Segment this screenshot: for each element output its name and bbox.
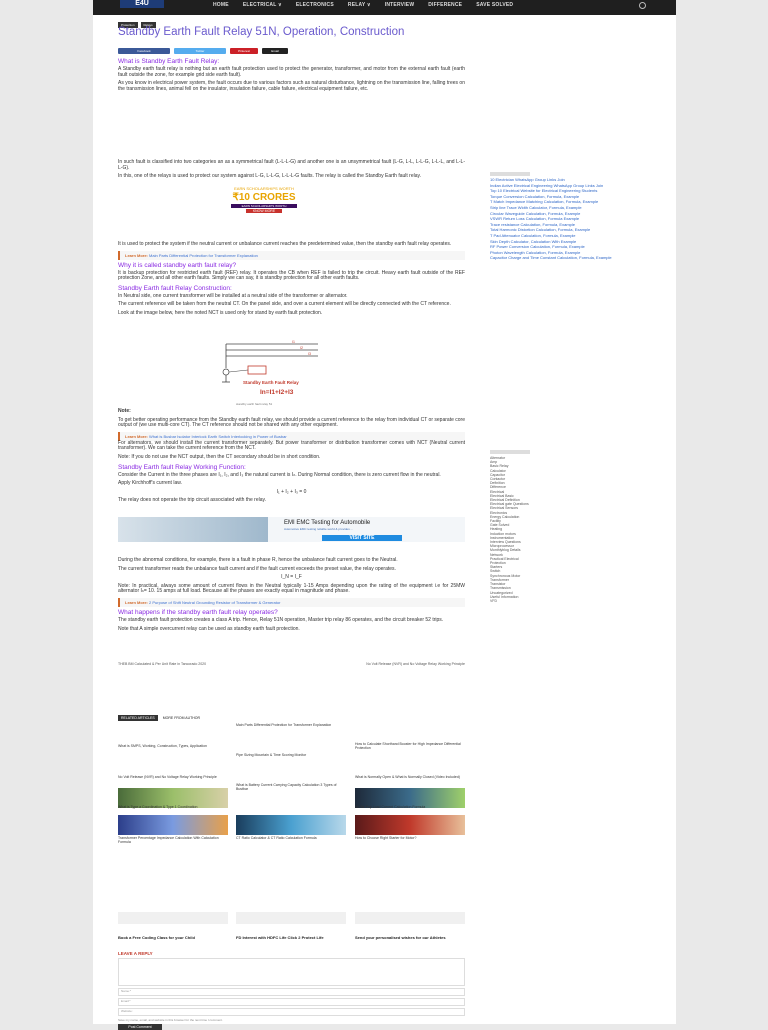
heading-what: What is Standby Earth Fault Relay:	[118, 58, 220, 65]
prev-post-link[interactable]: THEB BM Calculated & Per Unit Rate in Tancorado 2020	[118, 662, 207, 666]
sidebar-categories	[490, 450, 580, 603]
related-item[interactable]: Transformer Percentage Impedance Calculation With Calculation Formula	[118, 836, 219, 844]
learn-more-box[interactable]: Learn More: Main Parts Differential Protection for Transformer Explanation	[118, 251, 465, 260]
tab-more-from-author[interactable]: MORE FROM AUTHOR	[162, 716, 201, 720]
paragraph: Note: In practical, always some amount of current flows in the Neutral typically 1-15 Amps depending upon the rating of the equipment i.e for 25MW alternator Iₙ= 10. 15 amps at full load. Because all the phases are exactly equal in magnitude and phase.	[118, 582, 465, 595]
recent-post-link[interactable]: Trace resistance Calculation, Formula, Example	[490, 221, 575, 227]
paragraph: In such fault is classified into two categories an as a symmetrical fault (L-L-L-G) and another one is an unsymmetrical fault (L-G, L-L, L-L-G, L-L-L, and L-L-L-G).	[118, 159, 465, 171]
category-link[interactable]: Useful Information	[490, 594, 519, 599]
svg-text:I1: I1	[292, 340, 295, 344]
share-bar	[118, 48, 288, 54]
learn-more-link[interactable]: Main Parts Differential Protection for Transformer Explanation	[149, 252, 258, 258]
category-link[interactable]: Electrical Sensors	[490, 506, 519, 511]
formula-in: In=I1+I2+I3	[260, 389, 294, 396]
email-field[interactable]: Email:*	[118, 998, 465, 1006]
note-label: Note:	[118, 408, 131, 414]
paragraph: The standby earth fault protection creates a class A trip. Hence, Relay 51N operation, Master trip relay 86 operates, and the circuit breaker 52 trips.	[118, 616, 444, 623]
ad-image	[236, 912, 346, 924]
nav-save-solved[interactable]: SAVE SOLVED	[476, 2, 514, 8]
heading-why: Why it is called standby earth fault relay?	[118, 261, 237, 269]
banner-subtitle: Automotive EMC testing reliable world & provides ...	[284, 527, 354, 531]
recent-post-link[interactable]: 10 Electrician WhatsApp Group Links Join	[490, 177, 565, 182]
svg-text:I3: I3	[308, 352, 311, 356]
related-thumbnail[interactable]	[236, 815, 346, 835]
category-link[interactable]: Protection	[490, 561, 506, 566]
category-link[interactable]: Microprocessor	[490, 544, 514, 549]
related-item[interactable]: How to Choose Right Starter for Motor?	[355, 836, 417, 840]
category-link[interactable]: Transistor	[490, 582, 506, 587]
equation-kcl: I₁ + I₂ + I₃ = 0	[276, 488, 307, 495]
nav-interview[interactable]: INTERVIEW	[384, 2, 415, 8]
paragraph: The current transformer reads the unbalance fault current and if the fault current exceeds the preset value, the relay operates.	[118, 565, 396, 572]
category-link[interactable]: VFD	[490, 598, 497, 603]
share-facebook-button[interactable]: Facebook	[118, 48, 170, 54]
category-link[interactable]: Definition	[490, 481, 505, 486]
footer-ad-link[interactable]: Book a Free Coding Class for your Child	[118, 935, 195, 940]
nav-relay[interactable]: RELAY ∨	[347, 2, 371, 8]
ad-ribbon-top: EARN SCHOLARSHIPS WORTH	[234, 186, 294, 191]
category-link[interactable]: Monthlyblog Details	[490, 548, 521, 553]
learn-more-box[interactable]: Learn More: What is Busbar Isolator Interlock Earth Switch Interlocking in Power of Busbar	[118, 432, 465, 441]
ad-amount: ₹10 CRORES	[232, 192, 296, 203]
related-item[interactable]: Pipe Sizing Mountain & Time Scoring Monitor	[236, 753, 307, 757]
share-email-button[interactable]: Email	[262, 48, 288, 54]
category-link[interactable]: Instrumentation	[490, 535, 515, 540]
ad-know-more-button[interactable]: KNOW MORE	[246, 209, 282, 213]
category-link[interactable]: Electrical gate Questions	[490, 502, 529, 507]
nav-difference[interactable]: DIFFERENCE	[428, 2, 463, 8]
category-link[interactable]: Transmission	[490, 586, 511, 591]
recent-post-link[interactable]: Top 10 Electrical Website for Electrical Engineering Students	[490, 188, 598, 194]
paragraph: It is backup protection for restricted earth fault (REF) relay. It operates the CB when REF is failed to trip the circuit. Heavy earth fault outside of the REF protection Zone, and all other earth faults. Simply we can say, it is standby protection for all other earth faults.	[118, 269, 465, 282]
sidebar-recent-posts	[490, 172, 660, 262]
category-link[interactable]: Synchronous Motor	[490, 573, 521, 578]
comment-textarea[interactable]	[118, 958, 465, 986]
nav-home[interactable]: HOME	[213, 2, 229, 8]
category-link[interactable]: Contactor	[490, 477, 506, 482]
recent-post-link[interactable]: Torque Conversion Calculation, Formula, Example	[490, 193, 580, 199]
paragraph: To get better operating performance from the Standby earth fault relay, we should provide a current reference to the relay from individual CT or separate core output of (we use multi-core CT). The CT reference should not be shared with any other equipment.	[118, 416, 465, 429]
learn-more-box[interactable]: Learn More: 2 Purpose of Shift Neutral Grounding Resistor of Transformer & Generator	[118, 598, 465, 607]
category-link[interactable]: Practical Electrical	[490, 556, 519, 561]
category-link[interactable]: Electronics	[490, 510, 508, 515]
banner-title: EMI EMC Testing for Automobile	[284, 520, 371, 526]
related-tabs	[118, 715, 465, 721]
category-link[interactable]: Alternator	[490, 456, 506, 460]
nav-electronics[interactable]: ELECTRONICS	[295, 2, 334, 8]
search-icon[interactable]	[639, 2, 646, 9]
recent-post-link[interactable]: Circular Waveguide Calculation, Formula, Example	[490, 210, 581, 216]
nav-electrical[interactable]: ELECTRICAL ∨	[242, 2, 282, 8]
related-item[interactable]: No Volt Release (NVR) and No Voltage Relay Working Principle	[118, 775, 217, 779]
ad-image	[355, 912, 465, 924]
category-link[interactable]: Capacitor	[490, 472, 505, 477]
heading-construction: Standby Earth fault Relay Construction:	[118, 284, 232, 292]
paragraph: It is used to protect the system if the neutral current or unbalance current reaches the predetermined value, then the standby earth fault relay operates.	[118, 241, 452, 247]
svg-text:I2: I2	[300, 346, 303, 350]
learn-more-link[interactable]: 2 Purpose of Shift Neutral Grounding Resistor of Transformer & Generator	[149, 599, 281, 605]
heading-happens: What happens if the standby earth fault relay operates?	[118, 608, 278, 616]
category-link[interactable]: Amp	[490, 460, 498, 465]
recent-post-link[interactable]: Indian Active Electrical Engineering WhatsApp Group Links Join	[490, 182, 604, 188]
sidebar-heading	[490, 172, 530, 176]
recent-post-link[interactable]: VSWR Return Loss Calculation, Formula Example	[490, 216, 580, 222]
paragraph: Note that A simple overcurrent relay can be used as standby earth fault protection.	[118, 625, 300, 632]
related-articles	[118, 715, 465, 844]
category-link[interactable]: Facility	[490, 519, 501, 524]
recent-post-link[interactable]: T Match Impedance Matching Calculation, Formula, Example	[490, 199, 599, 205]
category-link[interactable]: Starters	[490, 565, 503, 570]
recent-post-link[interactable]: Photon Wavelength Calculation, Formula, Example	[490, 249, 581, 255]
post-comment-button[interactable]: Post Comment	[118, 1024, 162, 1030]
website-field[interactable]: Website:	[118, 1008, 465, 1016]
recent-post-link[interactable]: Skin Depth Calculator, Calculation With Example	[490, 238, 577, 244]
reply-heading: LEAVE A REPLY	[118, 951, 153, 956]
paragraph: In Neutral side, one current transformer will be installed at a neutral side of the transformer or alternator.	[118, 292, 348, 299]
paragraph: Apply Kirchhoff's current law.	[118, 480, 182, 487]
category-link[interactable]: Difference	[490, 485, 506, 490]
recent-post-link[interactable]: RF Power Conversion Calculation, Formula, Example	[490, 244, 585, 250]
paragraph: As you know in electrical power system, the fault occurs due to various factors such as natural disturbance, lightning on the transmission line, falling trees on the transmission lines, animal fell on the insulator, insulation failure, cable failure, electrical equipment failure, etc.	[118, 80, 465, 92]
category-link[interactable]: Induction motors	[490, 531, 516, 536]
ad-ribbon: EARN SCHOLARSHIPS WORTH	[231, 204, 297, 208]
related-item[interactable]: Main Parts Differential Protection for Transformer Explanation	[236, 723, 332, 727]
related-thumbnail[interactable]	[118, 815, 228, 835]
ad-banner-emi[interactable]	[118, 517, 465, 542]
banner-image	[118, 517, 268, 542]
category-link[interactable]: Energy Calculation	[490, 514, 520, 519]
learn-more-link[interactable]: What is Busbar Isolator Interlock Earth Switch Interlocking in Power of Busbar	[149, 433, 287, 439]
site-logo[interactable]: E4U	[120, 0, 164, 8]
related-item[interactable]: What is Battery Current Carrying Capacity Calculation 3 Types of Bustbar	[236, 783, 337, 791]
tab-related-articles[interactable]: RELATED ARTICLES	[118, 715, 158, 721]
related-item[interactable]: What is Type a Coordination & Type 1 Coordination	[118, 805, 198, 809]
save-info-checkbox[interactable]: Save my name, email, and website in this browser for the next time I comment.	[118, 1018, 223, 1022]
page	[93, 0, 676, 1029]
visit-site-button[interactable]: VISIT SITE	[322, 535, 402, 541]
category-link[interactable]: Calculator	[490, 468, 506, 473]
heading-working: Standby Earth fault Relay Working Function:	[118, 463, 246, 471]
paragraph: Consider the Current in the three phases are I₁, I₂, and I₃ the natural current is Iₙ. During Normal condition, there is zero current flow in the neutral.	[118, 471, 441, 478]
paragraph: The relay does not operate the trip circuit associated with the relay.	[118, 497, 267, 504]
category-link[interactable]: Heating	[490, 527, 503, 532]
paragraph: The current reference will be taken from the neutral CT. On the panel side, and over a current element will be directly connected with the CT reference.	[118, 301, 451, 308]
next-post-link[interactable]: No Volt Release (NVR) and No Voltage Relay Working Principle	[366, 662, 465, 666]
related-item[interactable]: How to Calculate Shorthand Booster for High Impedance Differential Protection	[355, 742, 461, 750]
categories-heading	[490, 450, 530, 454]
category-link[interactable]: Network	[490, 552, 503, 557]
share-twitter-button[interactable]: Twitter	[174, 48, 226, 54]
paragraph: A Standby earth fault relay is nothing but an earth fault protection used to protect the generator, transformer, and motor from the external earth fault (earth fault outside the zone, for example grid side earth fault).	[118, 66, 465, 78]
category-link[interactable]: Basic Relay	[490, 464, 509, 469]
paragraph: Note: If you do not use the NCT output, then the CT secondary should be in short condition.	[118, 453, 321, 460]
share-pinterest-button[interactable]: Pinterest	[230, 48, 258, 54]
paragraph: For alternators, we should install the current transformer separately. But power transformer or distribution transformer comes with NCT (Neutral current transformer). We can take the current reference from the NCT.	[118, 439, 465, 452]
category-link[interactable]: Gate Solved	[490, 523, 510, 528]
main-nav	[213, 2, 513, 8]
recent-post-link[interactable]: Capacitor Charge and Time Constant Calculation, Formula, Example	[490, 255, 612, 261]
related-item[interactable]: CT Ratio Calculator & CT Ratio Calculation Formula	[236, 836, 317, 840]
tag-protection[interactable]: Protection	[118, 22, 138, 28]
paragraph: During the abnormal conditions, for example, there is a fault in phase R, hence the unbalance fault current goes to the Neutral.	[118, 557, 398, 563]
leave-reply-form	[118, 951, 465, 1030]
paragraph: Look at the image below, here the noted NCT is used only for stand by earth fault protection.	[118, 309, 323, 316]
equation-fault: I_N = I_F	[281, 574, 302, 581]
page-title: Standby Earth Fault Relay 51N, Operation, Construction	[118, 26, 405, 38]
related-item[interactable]: No Be Pay Load Current Calculation Formula	[355, 805, 426, 809]
diagram-label: Standby Earth Fault Relay	[243, 380, 299, 385]
recent-post-link[interactable]: Strip line Trace Width Calculator, Formula, Example	[490, 204, 582, 210]
category-link[interactable]: Electrical	[490, 489, 505, 494]
related-thumbnail[interactable]	[355, 815, 465, 835]
footer-ad-link[interactable]: Send your personalised wishes for our Athletes	[355, 935, 446, 940]
related-item[interactable]: What is Normally Open & What is Normally Closed (Video Included)	[355, 775, 460, 779]
related-item[interactable]: What is SMPS, Working, Construction, Types, Application	[118, 744, 207, 748]
ad-image	[118, 912, 228, 924]
top-navbar	[93, 0, 676, 15]
name-field[interactable]: Name:*	[118, 988, 465, 996]
tag-relays[interactable]: Relays	[141, 22, 156, 28]
category-link[interactable]: Transformer	[490, 577, 509, 582]
footer-ad-link[interactable]: FD Interest with HDFC Life Click 2 Protect Life	[236, 935, 324, 940]
category-link[interactable]: Uncategorized	[490, 590, 513, 595]
category-link[interactable]: Electrical Basic	[490, 493, 514, 498]
recent-post-link[interactable]: T Pad Attenuator Calculation, Formula, Example	[490, 232, 576, 238]
recent-post-link[interactable]: Total Harmonic Distortion Calculation, Formula, Example	[490, 227, 591, 233]
category-link[interactable]: Electrical Definition	[490, 498, 520, 503]
ad-scholarship[interactable]	[223, 183, 305, 223]
recent-post-list	[490, 178, 660, 261]
category-link[interactable]: Switch	[490, 569, 501, 574]
diagram-caption: standby earth fault relay 51	[236, 402, 273, 406]
category-link[interactable]: Interview Questions	[490, 540, 521, 545]
paragraph: In this, one of the relays is used to protect our system against L-G, L-L-G, L-L-L-G faults. The relay is called the Standby Earth fault relay.	[118, 173, 422, 180]
